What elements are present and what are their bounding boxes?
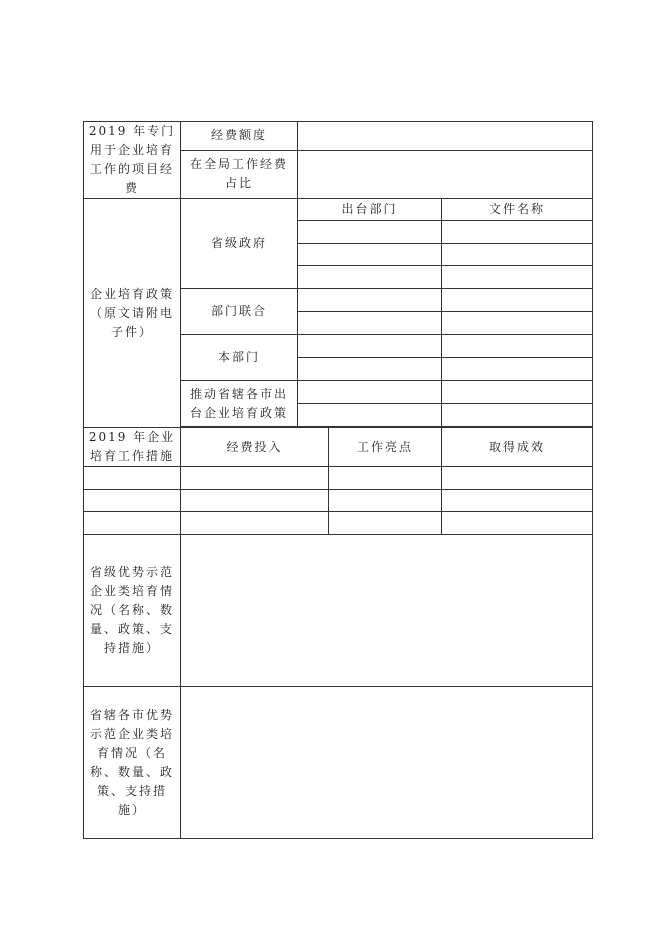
issuer-field[interactable] <box>298 289 442 312</box>
doc-name-field[interactable] <box>442 312 593 335</box>
cultivation-form-table <box>83 121 593 839</box>
funding-input-header: 经费投入 <box>181 428 329 467</box>
issuer-header: 出台部门 <box>298 199 442 221</box>
measures-row-label-cell <box>84 490 181 512</box>
doc-name-field[interactable] <box>442 381 593 404</box>
results-header: 取得成效 <box>442 428 593 467</box>
funding-share-field[interactable] <box>298 150 593 198</box>
provincial-gov-label: 省级政府 <box>181 199 298 289</box>
highlights-header: 工作亮点 <box>329 428 442 467</box>
issuer-field[interactable] <box>298 221 442 244</box>
doc-name-field[interactable] <box>442 335 593 358</box>
funding-input-field[interactable] <box>181 490 329 512</box>
funding-amount-field[interactable] <box>298 122 593 151</box>
doc-name-header: 文件名称 <box>442 199 593 221</box>
funding-amount-label: 经费额度 <box>181 122 298 151</box>
issuer-field[interactable] <box>298 312 442 335</box>
measures-row-label-cell <box>84 512 181 535</box>
highlights-field[interactable] <box>329 467 442 490</box>
policy-section-label: 企业培育政策（原文请附电子件） <box>84 199 181 428</box>
doc-name-field[interactable] <box>442 221 593 244</box>
results-field[interactable] <box>442 467 593 490</box>
joint-depts-label: 部门联合 <box>181 289 298 335</box>
funding-input-field[interactable] <box>181 512 329 535</box>
issuer-field[interactable] <box>298 358 442 381</box>
provincial-demo-field[interactable] <box>181 535 593 687</box>
issuer-field[interactable] <box>298 404 442 427</box>
own-dept-label: 本部门 <box>181 335 298 381</box>
issuer-field[interactable] <box>298 335 442 358</box>
results-field[interactable] <box>442 512 593 535</box>
highlights-field[interactable] <box>329 512 442 535</box>
funding-input-field[interactable] <box>181 467 329 490</box>
funding-section-label: 2019 年专门用于企业培育工作的项目经费 <box>84 122 181 199</box>
highlights-field[interactable] <box>329 490 442 512</box>
provincial-demo-label: 省级优势示范企业类培育情况（名称、数量、政策、支持措施） <box>84 535 181 687</box>
doc-name-field[interactable] <box>442 289 593 312</box>
issuer-field[interactable] <box>298 244 442 266</box>
doc-name-field[interactable] <box>442 404 593 427</box>
doc-name-field[interactable] <box>442 244 593 266</box>
doc-name-field[interactable] <box>442 266 593 289</box>
issuer-field[interactable] <box>298 266 442 289</box>
measures-row-label-cell <box>84 467 181 490</box>
results-field[interactable] <box>442 490 593 512</box>
city-demo-field[interactable] <box>181 687 593 839</box>
city-promotion-label: 推动省辖各市出台企业培育政策 <box>181 381 298 427</box>
issuer-field[interactable] <box>298 381 442 404</box>
funding-share-label: 在全局工作经费占比 <box>181 150 298 198</box>
city-demo-label: 省辖各市优势示范企业类培育情况（名称、数量、政策、支持措施） <box>84 687 181 839</box>
measures-section-label: 2019 年企业培育工作措施 <box>84 428 181 467</box>
doc-name-field[interactable] <box>442 358 593 381</box>
